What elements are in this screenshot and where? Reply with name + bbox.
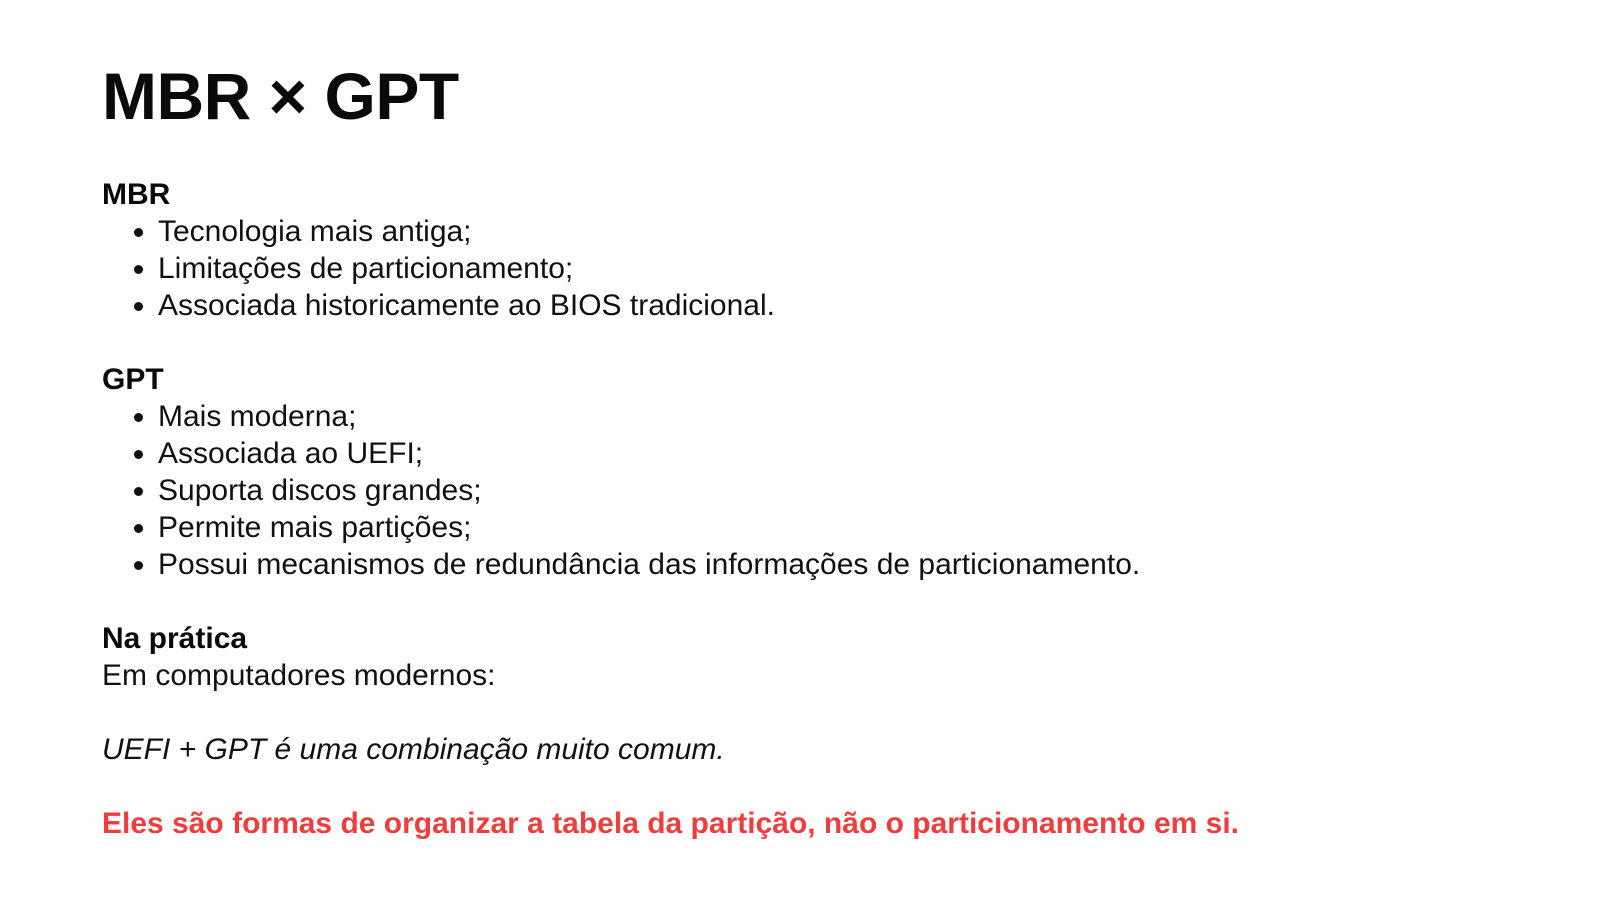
list-item: Suporta discos grandes;	[158, 472, 1500, 509]
spacer	[102, 324, 1500, 361]
mbr-heading: MBR	[102, 178, 171, 211]
list-item: Associada ao UEFI;	[158, 435, 1500, 472]
gpt-heading: GPT	[102, 363, 164, 396]
list-item: Tecnologia mais antiga;	[158, 213, 1500, 250]
list-item: Possui mecanismos de redundância das informações de particionamento.	[158, 546, 1500, 583]
list-item: Permite mais partições;	[158, 509, 1500, 546]
practice-heading: Na prática	[102, 622, 248, 655]
spacer	[102, 768, 1500, 805]
list-item: Associada historicamente ao BIOS tradicional.	[158, 287, 1500, 324]
spacer	[102, 694, 1500, 731]
mbr-list	[102, 213, 1500, 324]
list-item: Limitações de particionamento;	[158, 250, 1500, 287]
gpt-list	[102, 398, 1500, 583]
slide-content	[102, 176, 1500, 842]
italic-note: UEFI + GPT é uma combinação muito comum.	[102, 733, 725, 766]
practice-text: Em computadores modernos:	[102, 659, 496, 692]
highlight-statement: Eles são formas de organizar a tabela da partição, não o particionamento em si.	[102, 807, 1240, 840]
spacer	[102, 583, 1500, 620]
list-item: Mais moderna;	[158, 398, 1500, 435]
slide-title: MBR × GPT	[102, 59, 459, 133]
